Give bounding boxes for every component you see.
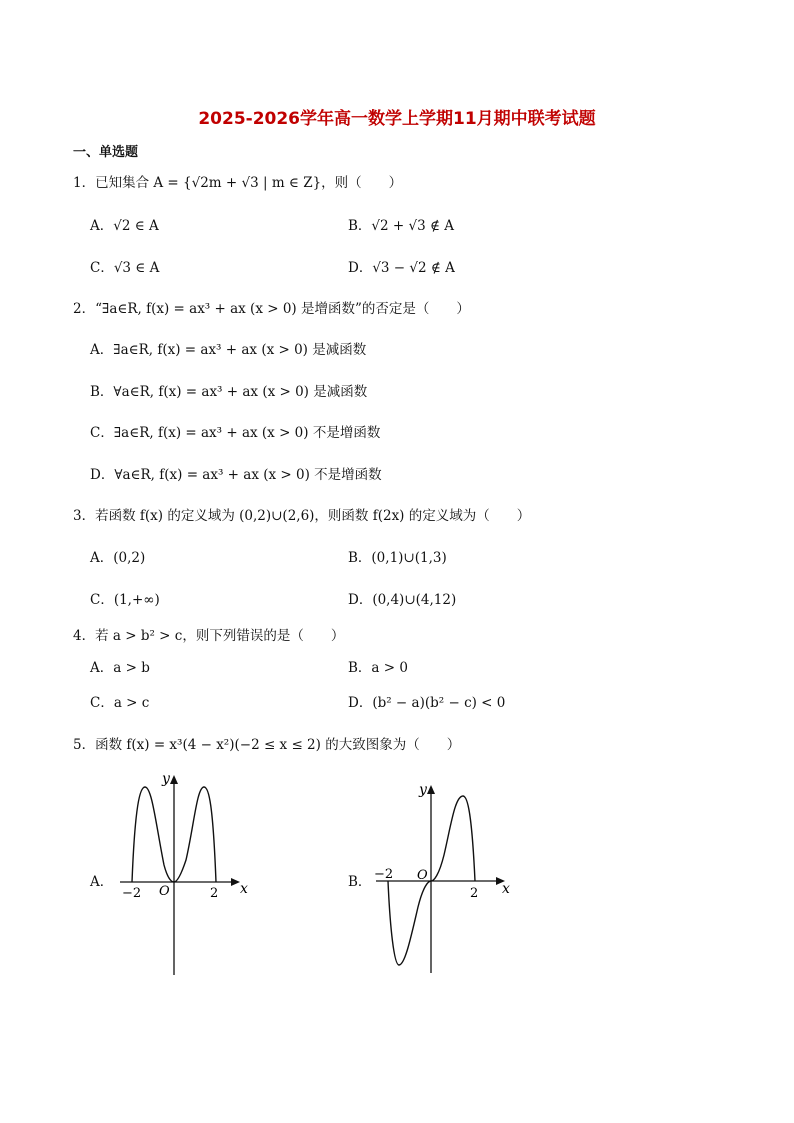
question-3-option-c: C．(1,+∞): [90, 592, 160, 608]
question-2-option-d: D．∀a∈R, f(x) = ax³ + ax (x > 0) 不是增函数: [90, 467, 382, 483]
graph-a-x-arrow: [231, 878, 240, 886]
graph-a-y-label: y: [162, 771, 170, 787]
question-4-option-c: C．a > c: [90, 695, 150, 711]
question-3-option-b: B．(0,1)∪(1,3): [348, 550, 447, 566]
graph-b-x-label: x: [502, 881, 510, 897]
question-2-option-c: C．∃a∈R, f(x) = ax³ + ax (x > 0) 不是增函数: [90, 425, 381, 441]
question-2-stem: 2．“∃a∈R, f(x) = ax³ + ax (x > 0) 是增函数”的否定是（ ）: [73, 301, 470, 317]
graph-b-origin: O: [417, 868, 428, 883]
graph-a-left-tick: −2: [122, 886, 142, 901]
graph-a-x-label: x: [240, 881, 248, 897]
question-5-option-a: A．: [90, 874, 114, 890]
page-title: 2025-2026学年高一数学上学期11月期中联考试题: [198, 109, 596, 129]
question-4-option-d: D．(b² − a)(b² − c) < 0: [348, 695, 506, 711]
question-3-option-a: A．(0,2): [90, 550, 146, 566]
question-4-stem: 4．若 a > b² > c，则下列错误的是（ ）: [73, 628, 345, 644]
graph-a-y-arrow: [170, 775, 178, 784]
question-4-option-a: A．a > b: [90, 660, 150, 676]
graph-b-y-arrow: [427, 785, 435, 794]
question-5-stem: 5．函数 f(x) = x³(4 − x²)(−2 ≤ x ≤ 2) 的大致图象为（ ）: [73, 737, 461, 753]
graph-a-right-tick: 2: [210, 886, 219, 901]
graph-b-right-tick: 2: [470, 886, 479, 901]
graph-a: [110, 765, 260, 980]
graph-b-left-tick: −2: [374, 867, 394, 882]
question-5-option-b: B．: [348, 874, 372, 890]
question-2-option-b: B．∀a∈R, f(x) = ax³ + ax (x > 0) 是减函数: [90, 384, 368, 400]
question-1-option-d: D．√3 − √2 ∉ A: [348, 260, 455, 276]
question-1-option-a: A．√2 ∈ A: [90, 218, 159, 234]
question-1-stem: 1．已知集合 A = {√2m + √3 | m ∈ Z}，则（ ）: [73, 175, 403, 191]
section-heading: 一、单选题: [73, 145, 139, 160]
question-1-option-c: C．√3 ∈ A: [90, 260, 160, 276]
question-1-option-b: B．√2 + √3 ∉ A: [348, 218, 455, 234]
question-3-option-d: D．(0,4)∪(4,12): [348, 592, 457, 608]
graph-b-y-label: y: [419, 782, 427, 798]
graph-a-origin: O: [159, 884, 170, 899]
question-3-stem: 3．若函数 f(x) 的定义域为 (0,2)∪(2,6)，则函数 f(2x) 的定义域为（ ）: [73, 508, 531, 524]
graph-b: [368, 777, 518, 977]
question-4-option-b: B．a > 0: [348, 660, 408, 676]
question-2-option-a: A．∃a∈R, f(x) = ax³ + ax (x > 0) 是减函数: [90, 342, 367, 358]
